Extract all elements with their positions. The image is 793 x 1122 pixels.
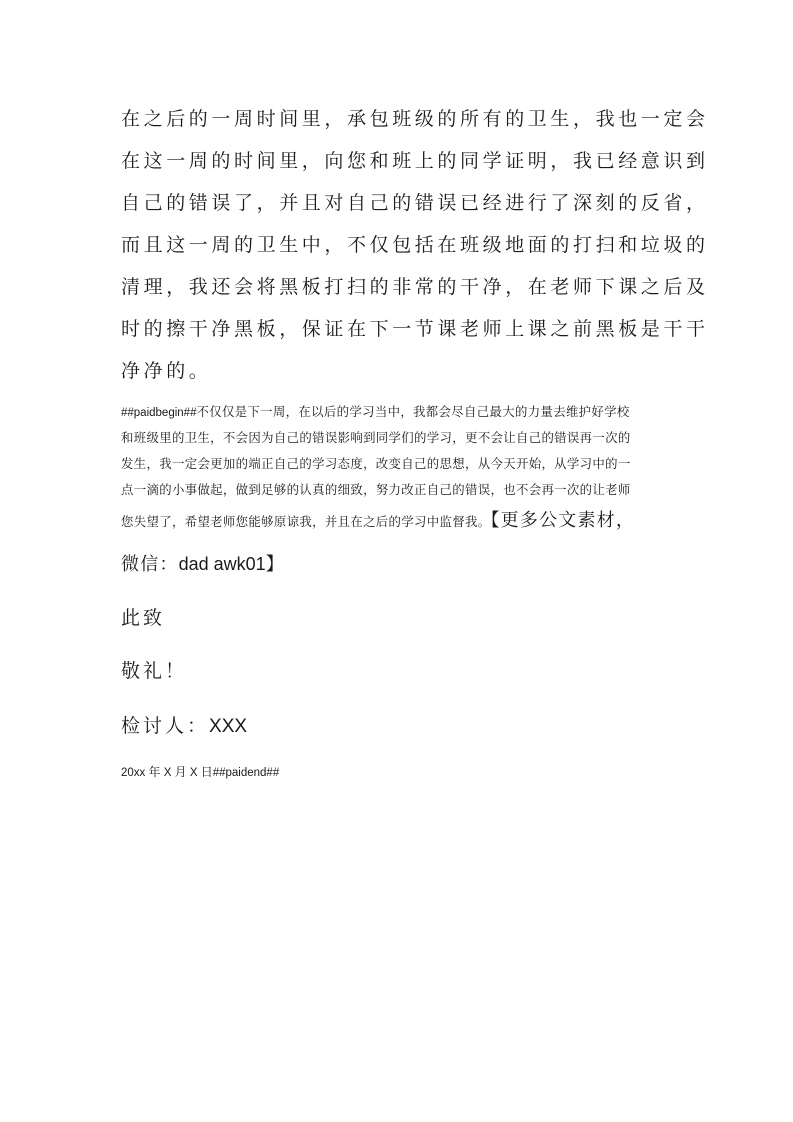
- date-month-unit: 月: [174, 765, 187, 779]
- signer-name: XXX: [209, 716, 248, 737]
- promo-contact-close: 】: [265, 554, 285, 575]
- paid-begin-tag: ##paidbegin##: [121, 407, 197, 419]
- body-line-3: 自己的错误了，并且对自己的错误已经进行了深刻的反省，: [121, 192, 709, 214]
- promo-bracket-text: 【更多公文素材，: [490, 510, 636, 531]
- body-line-4: 而且这一周的卫生中，不仅包括在班级地面的打扫和垃圾的: [121, 234, 709, 256]
- paid-line-5: [121, 506, 635, 532]
- body-line-1: 在之后的一周时间里，承包班级的所有的卫生，我也一定会: [121, 108, 709, 130]
- body-line-2: 在这一周的时间里，向您和班上的同学证明，我已经意识到: [121, 150, 709, 172]
- promo-contact-label: 微信：: [121, 554, 179, 575]
- body-line-5: 清理，我还会将黑板打扫的非常的干净，在老师下课之后及: [121, 276, 709, 298]
- date-month: X: [163, 767, 172, 779]
- paid-line-1: [121, 402, 630, 420]
- promo-contact-id: dad awk01: [178, 554, 266, 574]
- promo-contact-line: [121, 550, 285, 576]
- date-day: X: [189, 767, 198, 779]
- paid-line-5-text: 您失望了，希望老师您能够原谅我，并且在之后的学习中监督我。: [121, 514, 491, 529]
- paid-line-4: 点一滴的小事做起，做到足够的认真的细致，努力改正自己的错误，也不会再一次的让老师: [121, 482, 631, 497]
- date-year-unit: 年: [148, 765, 161, 779]
- paid-line-1-text: 不仅仅是下一周，在以后的学习当中，我都会尽自己最大的力量去维护好学校: [196, 404, 630, 419]
- date-year: 20xx: [121, 767, 146, 779]
- salutation-line-2: 敬礼！: [121, 660, 188, 682]
- signer-line: [121, 711, 247, 738]
- signer-label: 检讨人：: [121, 715, 210, 737]
- salutation-line-1: 此致: [121, 607, 166, 629]
- date-line: [121, 763, 279, 780]
- date-day-unit: 日: [200, 765, 213, 779]
- paid-end-tag: ##paidend##: [212, 767, 280, 779]
- body-line-7: 净净的。: [121, 360, 212, 382]
- paid-line-2: 和班级里的卫生，不会因为自己的错误影响到同学们的学习，更不会让自己的错误再一次的: [121, 430, 631, 445]
- body-line-6: 时的擦干净黑板，保证在下一节课老师上课之前黑板是干干: [121, 318, 709, 340]
- paid-line-3: 发生，我一定会更加的端正自己的学习态度，改变自己的思想，从今天开始，从学习中的一: [121, 456, 631, 471]
